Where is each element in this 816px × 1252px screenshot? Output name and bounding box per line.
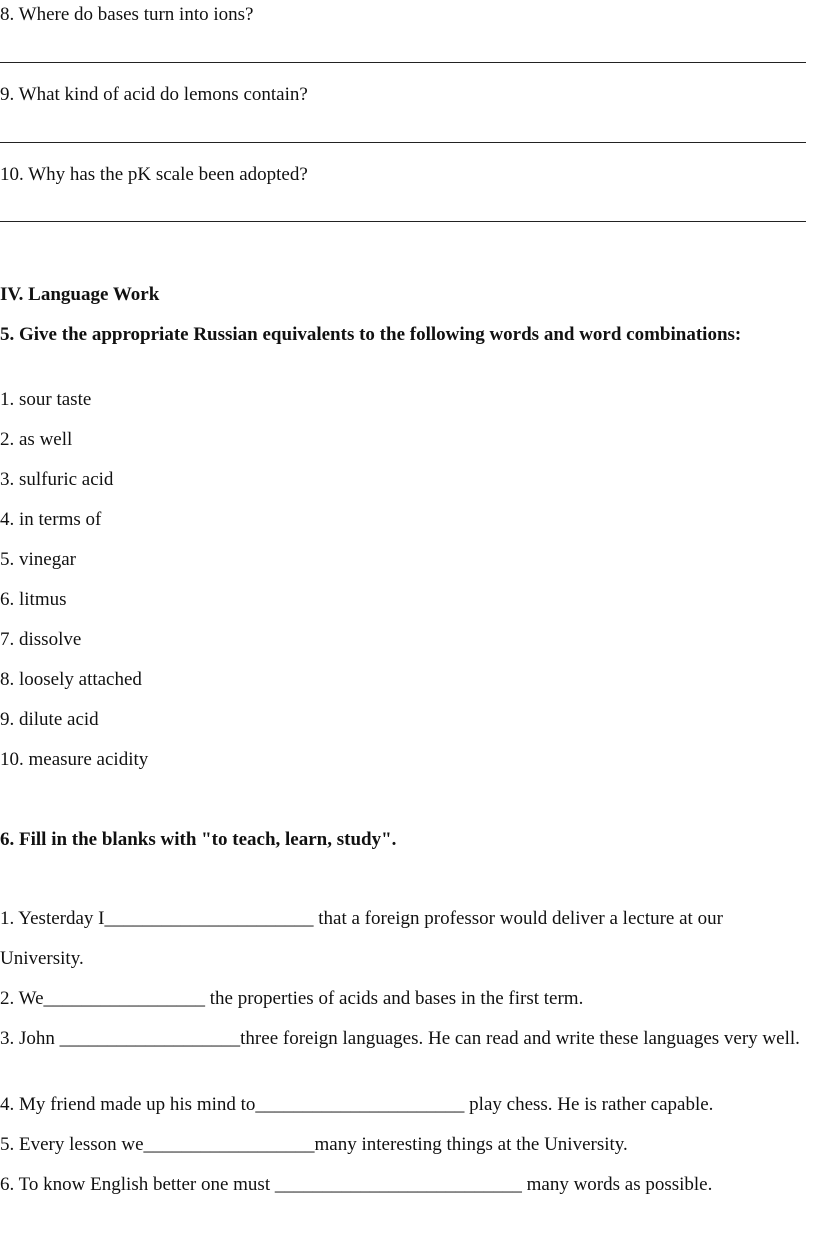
answer-blank[interactable]: _________________ (43, 988, 206, 1009)
sentence-text: play chess. He is rather capable. (464, 1094, 714, 1115)
section-heading: IV. Language Work (0, 284, 160, 305)
fill-sentence-5 (0, 1132, 628, 1157)
fill-sentence-1 (0, 906, 723, 931)
fill-sentence-4 (0, 1092, 713, 1117)
vocab-item: 3. sulfuric acid (0, 469, 114, 490)
exercise-5-title: 5. Give the appropriate Russian equivalents to the following words and word combinations: (0, 324, 742, 345)
answer-line-9 (0, 142, 806, 143)
answer-blank[interactable]: __________________________ (274, 1174, 522, 1195)
question-9: 9. What kind of acid do lemons contain? (0, 84, 308, 105)
answer-blank[interactable]: ___________________ (59, 1028, 241, 1049)
vocab-item: 1. sour taste (0, 389, 92, 410)
answer-line-8 (0, 62, 806, 63)
sentence-text: many interesting things at the University. (314, 1134, 628, 1155)
exercise-6-title: 6. Fill in the blanks with "to teach, learn, study". (0, 829, 397, 850)
question-8: 8. Where do bases turn into ions? (0, 4, 254, 25)
vocab-item: 8. loosely attached (0, 669, 142, 690)
sentence-text: 6. To know English better one must (0, 1174, 275, 1195)
answer-blank[interactable]: __________________ (143, 1134, 315, 1155)
sentence-text: 3. John (0, 1028, 60, 1049)
vocab-item: 10. measure acidity (0, 749, 149, 770)
sentence-text: the properties of acids and bases in the first term. (205, 988, 584, 1009)
vocab-item: 5. vinegar (0, 549, 76, 570)
sentence-text: many words as possible. (521, 1174, 713, 1195)
answer-blank[interactable]: ______________________ (104, 908, 314, 929)
fill-sentence-1-continued: University. (0, 948, 84, 969)
vocab-item: 2. as well (0, 429, 73, 450)
sentence-text: that a foreign professor would deliver a lecture at our (313, 908, 723, 929)
sentence-text: 4. My friend made up his mind to (0, 1094, 256, 1115)
sentence-text: 1. Yesterday I (0, 908, 105, 929)
vocab-item: 4. in terms of (0, 509, 102, 530)
sentence-text: 5. Every lesson we (0, 1134, 144, 1155)
fill-sentence-6 (0, 1172, 712, 1197)
sentence-text: 2. We (0, 988, 44, 1009)
answer-line-10 (0, 221, 806, 222)
fill-sentence-2 (0, 986, 583, 1011)
vocab-item: 9. dilute acid (0, 709, 99, 730)
vocab-item: 7. dissolve (0, 629, 82, 650)
question-10: 10. Why has the pK scale been adopted? (0, 164, 308, 185)
vocab-item: 6. litmus (0, 589, 67, 610)
sentence-text: three foreign languages. He can read and write these languages very well. (240, 1028, 800, 1049)
fill-sentence-3 (0, 1026, 806, 1051)
answer-blank[interactable]: ______________________ (255, 1094, 465, 1115)
